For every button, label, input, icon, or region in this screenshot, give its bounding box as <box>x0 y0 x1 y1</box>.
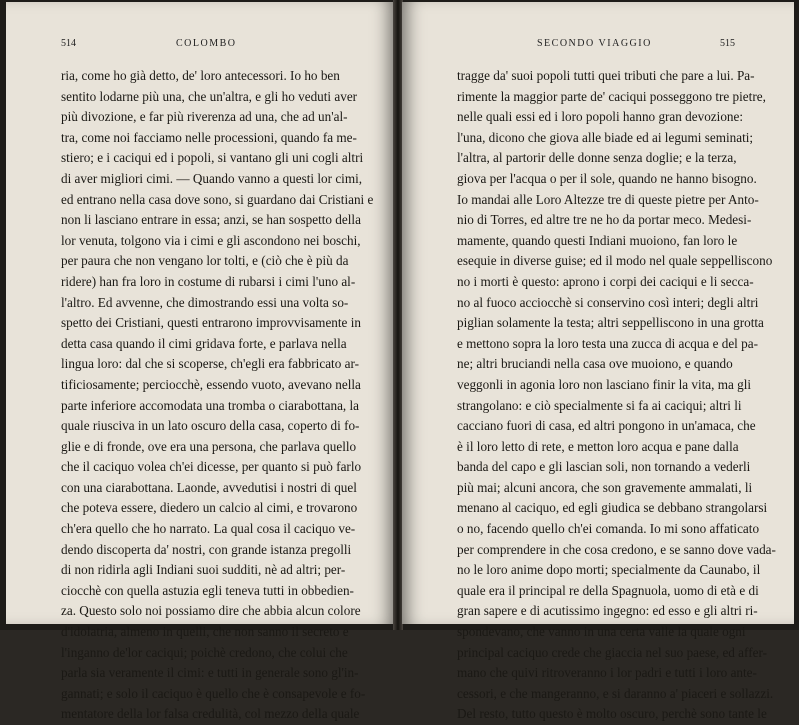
text-line: Del resto, tutto questo è molto oscuro, perchè sono tante le <box>457 706 767 722</box>
text-line: gran sapere e di acutissimo ingegno: ed esso e gli altri ri- <box>457 603 758 619</box>
text-line: ne; altri bruciandi nella casa ove muoiono, e quando <box>457 356 733 372</box>
left-page-text <box>61 66 372 725</box>
text-line: no le loro anime dopo morti; specialmente da Caunabo, il <box>457 562 761 578</box>
text-line: mamente, quando questi Indiani muoiono, fan loro le <box>457 232 738 248</box>
text-line: quale era il principal re della Spagnuola, uomo di età e di <box>457 582 759 598</box>
text-line: spondevano, che vanno in una certa valle la quale ogni <box>457 624 746 640</box>
text-line: veggonli in agonia loro non lasciano finir la vita, ma gli <box>457 376 752 392</box>
text-line: non li lasciano entrare in essa; anzi, se han sospetto della <box>61 212 361 228</box>
text-line: Io mandai alle Loro Altezze tre di queste pietre per Anto- <box>457 191 759 207</box>
right-page-number: 515 <box>720 38 735 49</box>
text-line: no al fuoco acciocchè si conservino così interi; degli altri <box>457 294 759 310</box>
text-line: spetto dei Cristiani, questi entrarono improvvisamente in <box>61 315 361 331</box>
text-line: detta casa quando il cimi gridava forte, e parlava nella <box>61 335 347 351</box>
text-line: l'inganno de'lor caciqui; poichè credono, che colui che <box>61 644 348 660</box>
text-line: parte inferiore accomodata una tromba o ciarabottana, la <box>61 397 360 413</box>
text-line: ch'era quello che ho narrato. La qual cosa il caciquo ve- <box>61 521 356 537</box>
right-page-text <box>457 66 776 725</box>
left-page <box>6 2 394 722</box>
text-line: quale riusciva in un lato oscuro della casa, coperto di fo- <box>61 418 360 434</box>
text-line: che il caciquo volea ch'ei dicesse, per quanto si può farlo <box>61 459 362 475</box>
text-line: glie e di fronde, ove era una persona, che parlava quello <box>61 438 357 454</box>
text-line: tragge da' suoi popoli tutti quei tributi che pare a lui. Pa- <box>457 68 755 83</box>
text-line: ria, come ho già detto, de' loro antecessori. Io ho ben <box>61 68 340 83</box>
text-line: più mai; alcuni ancora, che son gravemente ammalati, li <box>457 479 753 495</box>
text-line: strangolano: e ciò specialmente si fa ai caciqui; altri li <box>457 397 742 413</box>
text-line: che poteva essere, diedero un calcio al cimi, e trovarono <box>61 500 358 516</box>
text-line: rimente la maggior parte de' caciqui posseggono tre pietre, <box>457 88 766 104</box>
text-line: cessori, e che mangeranno, e si daranno a' piaceri e sollazzi. <box>457 685 774 701</box>
text-line: principal caciquo crede che giaccia nel suo paese, ed affer- <box>457 644 767 660</box>
text-line: con una ciarabottana. Laonde, avvedutisi i nostri di quel <box>61 479 357 495</box>
text-line: nelle quali essi ed i loro popoli hanno gran devozione: <box>457 109 744 125</box>
text-line: stiero; e i caciqui ed i popoli, si vantano gli uni cogli altri <box>61 150 364 166</box>
left-page-number: 514 <box>61 38 76 49</box>
text-line: tificiosamente; perciocchè, essendo vuoto, avevano nella <box>61 376 361 392</box>
text-line: d'idolatria, almeno in quelli, che non sanno il secreto e <box>61 624 349 640</box>
text-line: di aver migliori cimi. — Quando vanno a questi lor cimi, <box>61 170 363 186</box>
text-line: è il loro letto di rete, e metton loro acqua e pane dalla <box>457 438 739 454</box>
text-line: giova per l'acqua o per il sole, quando ne hanno bisogno. <box>457 170 757 186</box>
text-line: per paura che non vengano lor tolti, e (ciò che è più da <box>61 253 349 269</box>
text-line: mano che quivi ritroveranno i lor padri e tutti i loro ante- <box>457 665 757 681</box>
text-line: esequie in diverse guise; ed il modo nel quale seppelliscono <box>457 253 773 269</box>
text-line: e mettono sopra la loro testa una zucca di acqua e del pa- <box>457 335 758 351</box>
text-line: ridere) han fra loro in costume di rubarsi i cimi l'uno al- <box>61 273 356 289</box>
text-line: l'una, dicono che giova alle biade ed ai legumi seminati; <box>457 129 754 145</box>
text-line: lingua loro: dal che si scoperse, ch'egli era fabbricato ar- <box>61 356 359 372</box>
text-line: menano al caciquo, ed egli giudica se debbano strangolarsi <box>457 500 768 516</box>
text-line: gannati; e solo il caciquo è quello che è consapevole e fo- <box>61 685 366 701</box>
text-line: lor venuta, tolgono via i cimi e gli ascondono nei boschi, <box>61 232 361 248</box>
text-line: ciocchè con quella astuzia egli teneva tutti in obbedien- <box>61 582 354 598</box>
text-line: parla sia veramente il cimi: e tutti in generale sono gl'in- <box>61 665 359 681</box>
text-line: za. Questo solo noi possiamo dire che abbia alcun colore <box>61 603 361 619</box>
text-line: cacciano fuori di casa, ed altri pongono in un'amaca, che <box>457 418 756 434</box>
text-line: o no, facendo quello ch'ei comanda. Io mi sono affaticato <box>457 521 760 537</box>
left-running-head: COLOMBO <box>176 38 237 49</box>
text-line: l'altro. Ed avvenne, che dimostrando essi una volta so- <box>61 294 349 310</box>
text-line: mentatore della lor falsa credulità, col mezzo della quale <box>61 706 360 722</box>
text-line: sentito lodarne più una, che un'altra, e gli ho veduti aver <box>61 88 358 104</box>
text-line: più divozione, e far più riverenza ad una, che ad un'al- <box>61 109 348 125</box>
text-line: nio di Torres, ed altre tre ne ho da portar meco. Medesi- <box>457 212 752 228</box>
text-line: piglian solamente la testa; altri seppelliscono in una grotta <box>457 315 764 331</box>
text-line: banda del capo e gli lascian soli, non tornando a vederli <box>457 459 751 475</box>
text-line: dendo discoperta da' nostri, con grande istanza pregolli <box>61 541 352 557</box>
text-line: no i morti è questo: aprono i corpi dei caciqui e li secca- <box>457 273 754 289</box>
text-line: tra, come noi facciamo nelle processioni, quando fa me- <box>61 129 357 145</box>
text-line: per comprendere in che cosa credono, e se sanno dove vada- <box>457 541 776 557</box>
text-line: l'altra, al partorir delle donne senza doglie; e la terza, <box>457 150 737 166</box>
right-page <box>402 2 794 722</box>
right-running-head: SECONDO VIAGGIO <box>537 38 652 49</box>
text-line: ed entrano nella casa dove sono, si guardano dai Cristiani e <box>61 191 374 207</box>
text-line: di non ridirla agli Indiani suoi sudditi, nè ad altri; per- <box>61 562 346 578</box>
